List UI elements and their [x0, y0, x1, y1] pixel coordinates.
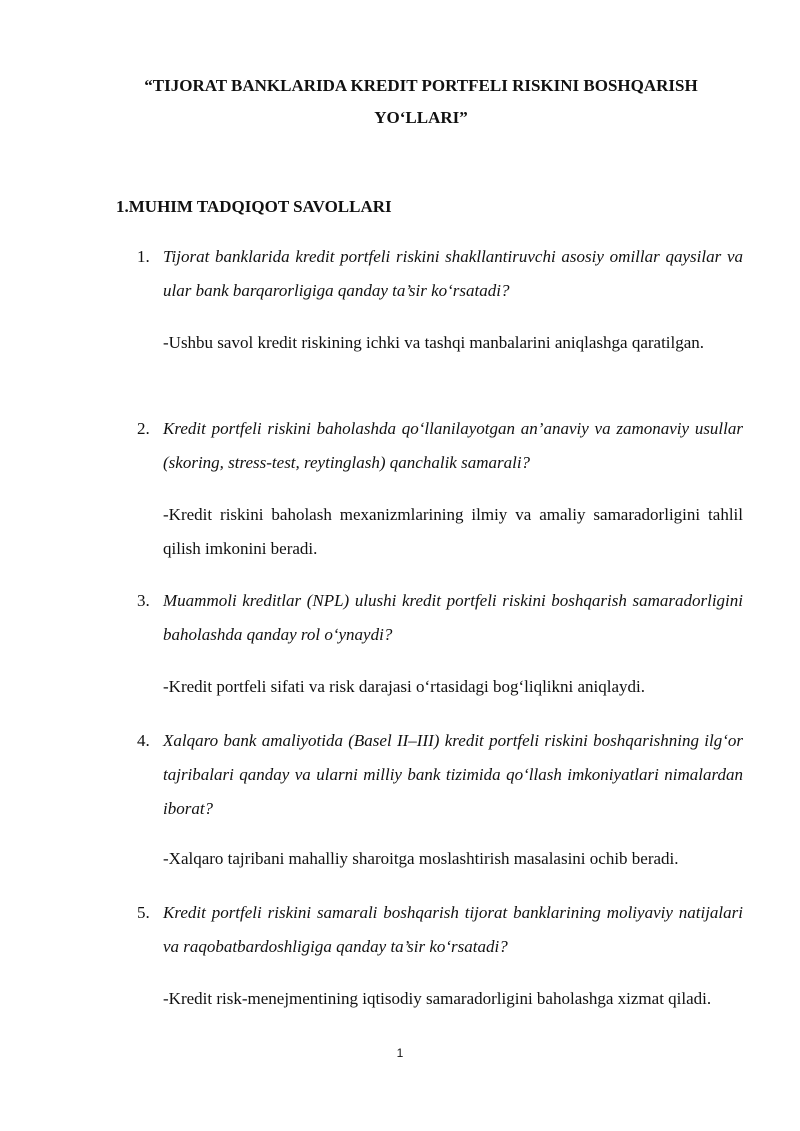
question-note: -Kredit portfeli sifati va risk darajasi o‘rtasidagi bog‘liqlikni aniqlaydi.	[163, 677, 646, 696]
question-number: 2.	[137, 419, 150, 438]
page-number: 1	[396, 1046, 404, 1060]
question-text: Kredit portfeli riskini baholashda qo‘llanilayotgan an’anaviy va zamonaviy usullar (skoring, stress-test, reytinglash) qanchalik samarali?	[163, 419, 743, 472]
section-heading: 1.MUHIM TADQIQOT SAVOLLARI	[116, 197, 392, 216]
question-note: -Kredit riskini baholash mexanizmlarining ilmiy va amaliy samaradorligini tahlil qilish imkonini beradi.	[163, 505, 743, 558]
question-number: 3.	[137, 591, 150, 610]
document-title: “TIJORAT BANKLARIDA KREDIT PORTFELI RISKINI BOSHQARISH YO‘LLARI”	[144, 76, 698, 127]
question-text: Kredit portfeli riskini samarali boshqarish tijorat banklarining moliyaviy natijalari va raqobatbardoshligiga qanday ta’sir ko‘rsatadi?	[163, 903, 743, 956]
question-text: Tijorat banklarida kredit portfeli riskini shakllantiruvchi asosiy omillar qaysilar va ular bank barqarorligiga qanday ta’sir ko‘rsatadi?	[163, 247, 743, 300]
question-number: 4.	[137, 731, 150, 750]
question-note: -Kredit risk-menejmentining iqtisodiy samaradorligini baholashga xizmat qiladi.	[163, 989, 712, 1008]
question-note: -Xalqaro tajribani mahalliy sharoitga moslashtirish masalasini ochib beradi.	[163, 849, 679, 868]
question-number: 1.	[137, 247, 150, 266]
question-text: Muammoli kreditlar (NPL) ulushi kredit portfeli riskini boshqarish samaradorligini baholashda qanday rol o‘ynaydi?	[163, 591, 743, 644]
question-text: Xalqaro bank amaliyotida (Basel II–III) kredit portfeli riskini boshqarishning ilg‘or tajribalari qanday va ularni milliy bank tizimida qo‘llash imkoniyatlari nimalardan iborat?	[163, 731, 743, 818]
question-number: 5.	[137, 903, 150, 922]
question-note: -Ushbu savol kredit riskining ichki va tashqi manbalarini aniqlashga qaratilgan.	[163, 333, 705, 352]
